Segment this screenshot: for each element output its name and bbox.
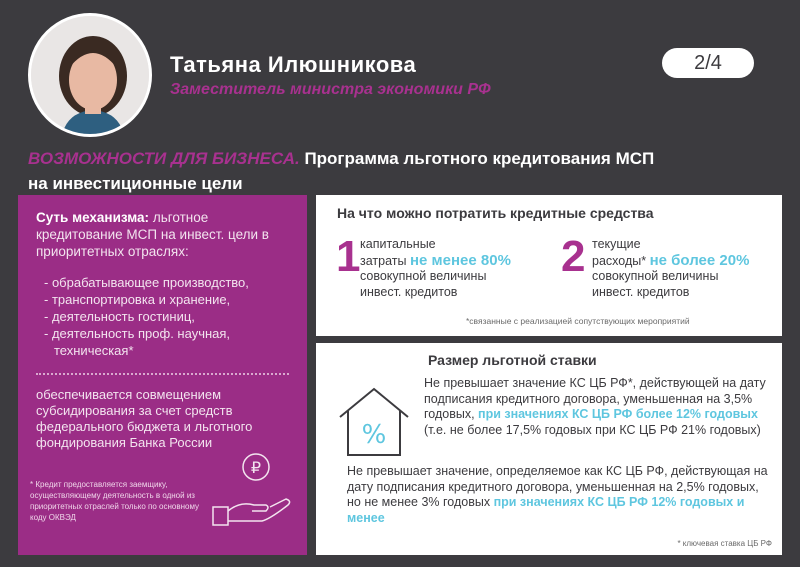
rate-panel [316, 343, 782, 555]
mechanism-description [36, 209, 289, 260]
item-line: капитальные [360, 237, 436, 251]
footnote: * Кредит предоставляется заемщику, осуществляющему деятельность в одной из приоритетных отраслей только по основному коду ОКВЭД [30, 480, 200, 522]
rate-text: Не превышает значение, определяемое как КС ЦБ РФ, действующая на дату подписания кредитного договора, уменьшенная на 2,5% годовых, но не менее 3% годовых [347, 464, 768, 509]
item-line: инвест. кредитов [592, 284, 690, 299]
list-item: - деятельность гостиниц, [44, 309, 195, 324]
avatar [28, 13, 152, 137]
person-name: Татьяна Илюшникова [170, 52, 417, 77]
portrait-image [31, 16, 152, 137]
sector-list [44, 274, 289, 359]
list-item: - деятельность проф. научная, [44, 326, 231, 341]
hand-coin-icon [208, 447, 298, 527]
item-line: инвест. кредитов [360, 284, 458, 299]
list-item: - транспортировка и хранение, [44, 292, 231, 307]
rate-condition-low [347, 464, 772, 526]
page-title [28, 146, 768, 196]
rate-highlight: при значениях КС ЦБ РФ 12% годовых и менее [347, 495, 745, 525]
item-line: совокупной величины [360, 269, 487, 283]
current-share: не более 20% [649, 251, 750, 269]
spending-panel [316, 195, 782, 336]
house-percent-icon [334, 381, 414, 461]
title-line1: Программа льготного кредитования МСП [304, 149, 655, 168]
percent-symbol: % [361, 420, 387, 450]
list-item: - обрабатывающее производство, [44, 275, 249, 290]
mechanism-label: Суть механизма: [36, 210, 150, 225]
mechanism-text: льготное кредитование МСП на инвест. цели в приоритетных отраслях: [36, 210, 269, 259]
item-line: расходы* [592, 253, 647, 268]
ruble-symbol: ₽ [250, 458, 262, 477]
title-accent: ВОЗМОЖНОСТИ ДЛЯ БИЗНЕСА. [28, 149, 300, 168]
number-two: 2 [561, 232, 586, 281]
dotted-divider [36, 373, 289, 375]
list-item: техническая* [54, 343, 134, 358]
item-line: совокупной величины [592, 269, 719, 283]
spending-footnote: *связанные с реализацией сопутствующих мероприятий [466, 316, 690, 326]
spending-title: На что можно потратить кредитные средства [337, 205, 654, 221]
rate-text: (т.е. не более 17,5% годовых при КС ЦБ РФ 21% годовых) [424, 422, 761, 437]
rate-condition-high [424, 376, 774, 438]
rate-footnote: * ключевая ставка ЦБ РФ [677, 539, 772, 548]
capital-share: не менее 80% [409, 251, 511, 269]
person-role: Заместитель министра экономики РФ [170, 81, 491, 98]
current-costs-text [592, 237, 749, 300]
page-indicator: 2/4 [662, 48, 754, 78]
rate-highlight: при значениях КС ЦБ РФ более 12% годовых [478, 407, 758, 421]
number-one: 1 [336, 232, 361, 281]
capital-costs-text [360, 237, 511, 300]
item-line: затраты [360, 253, 407, 268]
mechanism-panel [18, 195, 307, 555]
provided-text: обеспечивается совмещением субсидирования за счет средств федерального бюджета и льготного фондирования Банка России [36, 387, 253, 450]
item-line: текущие [592, 237, 641, 251]
rate-title: Размер льготной ставки [428, 352, 597, 368]
title-line2: на инвестиционные цели [28, 174, 243, 193]
rate-text: Не превышает значение КС ЦБ РФ*, действующей на дату подписания кредитного договора, уменьшенная на 3,5% годовых, [424, 376, 766, 421]
